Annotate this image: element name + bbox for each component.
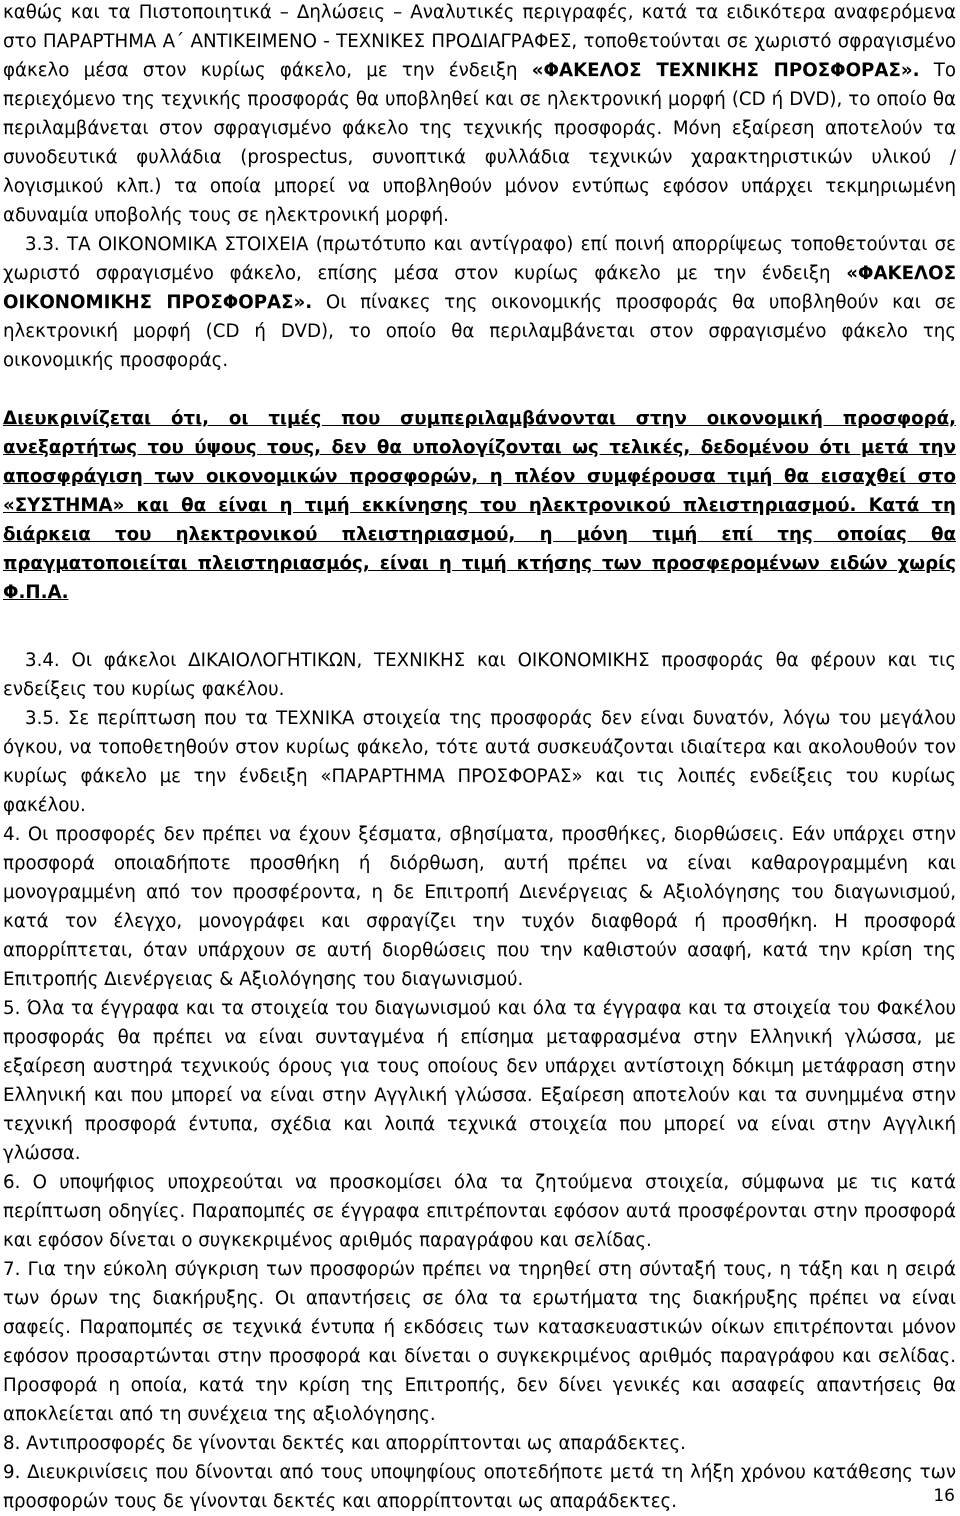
technical-envelope-label: «ΦΑΚΕΛΟΣ ΤΕΧΝΙΚΗΣ ΠΡΟΣΦΟΡΑΣ». [531,60,920,81]
financial-envelope-label: «ΦΑΚΕΛΟΣ ΟΙΚΟΝΟΜΙΚΗΣ ΠΡΟΣΦΟΡΑΣ». [3,263,956,313]
paragraph-text: Το περιεχόμενο της τεχνικής προσφοράς θα υποβληθεί και σε ηλεκτρονική μορφή (CD ή DVD), το οποίο θα περιλαμβάνεται στον σφραγισμένο φάκελο της τεχνικής προσφοράς. Μόνη εξαίρεση αποτελούν τα συνοδευτικά φυλλάδια (prospectus, συνοπτικά φυλλάδια τεχνικών χαρακτηριστικών υλικού / λογισμικού κλπ.) τα οποία μπορεί να υποβληθούν μόνον εντύπως εφόσον υπάρχει τεκμηριωμένη αδυναμία υποβολής τους σε ηλεκτρονική μορφή. [3,60,956,226]
paragraph-5: 5. Όλα τα έγγραφα και τα στοιχεία του διαγωνισμού και όλα τα έγγραφα και τα στοιχεία του Φακέλου προσφοράς θα πρέπει να είναι συνταγμένα ή επίσημα μεταφρασμένα στην Ελληνική γλώσσα, με εξαίρεση αυστηρά τεχνικούς όρους για τους οποίους δεν υπάρχει αντίστοιχη δόκιμη μετάφραση στην Ελληνική και που μπορεί να είναι στην Αγγλική γλώσσα. Εξαίρεση αποτελούν και τα συνημμένα στην τεχνική προσφορά έντυπα, σχέδια και λοιπά τεχνικά στοιχεία που μπορεί να είναι στην Αγγλική γλώσσα. [3,998,956,1164]
important-clarification: Διευκρινίζεται ότι, οι τιμές που συμπεριλαμβάνονται στην οικονομική προσφορά, ανεξαρτήτως του ύψους τους, δεν θα υπολογίζονται ως τελικές, δεδομένου ότι μετά την αποσφράγιση των οικονομικών προσφορών, η πλέον συμφέρουσα τιμή θα εισαχθεί στο «ΣΥΣΤΗΜΑ» και θα είναι η τιμή εκκίνησης του ηλεκτρονικού πλειστηριασμού. Κατά τη διάρκεια του ηλεκτρονικού πλειστηριασμού, η μόνη τιμή επί της οποίας θα πραγματοποιείται πλειστηριασμός, είναι η τιμή κτήσης των προσφερομένων ειδών χωρίς Φ.Π.Α. [3,408,956,603]
paragraph-3-3 [3,230,956,375]
paragraph-4: 4. Οι προσφορές δεν πρέπει να έχουν ξέσματα, σβησίματα, προσθήκες, διορθώσεις. Εάν υπάρχει στην προσφορά οποιαδήποτε προσθήκη ή διόρθωση, αυτή πρέπει να είναι καθαρογραμμένη και μονογραμμένη από τον προσφέροντα, η δε Επιτροπή Διενέργειας & Αξιολόγησης του διαγωνισμού, κατά τον έλεγχο, μονογράφει και σφραγίζει την τυχόν διαφθορά ή προσθήκη. Η προσφορά απορρίπτεται, όταν υπάρχουν σε αυτή διορθώσεις που την καθιστούν ασαφή, κατά την κρίση της Επιτροπής Διενέργειας & Αξιολόγησης του διαγωνισμού. [3,824,956,990]
paragraph-technical-offer [3,0,956,230]
paragraph-text: 3.3. ΤΑ ΟΙΚΟΝΟΜΙΚΑ ΣΤΟΙΧΕΙΑ (πρωτότυπο και αντίγραφο) επί ποινή απορρίψεως τοποθετούνται σε χωριστό σφραγισμένο φάκελο, επίσης μέσα στον κυρίως φάκελο με την ένδειξη [3,234,956,284]
paragraph-text: Οι πίνακες της οικονομικής προσφοράς θα υποβληθούν και σε ηλεκτρονική μορφή (CD ή DVD), το οποίο θα περιλαμβάνεται στον σφραγισμένο φάκελο της οικονομικής προσφοράς. [3,292,956,371]
paragraph-9: 9. Διευκρινίσεις που δίνονται από τους υποψηφίους οποτεδήποτε μετά τη λήξη χρόνου κατάθεσης των προσφορών τους δε γίνονται δεκτές και απορρίπτονται ως απαράδεκτες. [3,1462,956,1512]
paragraph-8: 8. Αντιπροσφορές δε γίνονται δεκτές και απορρίπτονται ως απαράδεκτες. [3,1433,686,1454]
paragraph-text: καθώς και τα Πιστοποιητικά – Δηλώσεις – Αναλυτικές περιγραφές, κατά τα ειδικότερα αναφερόμενα στο ΠΑΡΑΡΤΗΜΑ Α΄ ΑΝΤΙΚΕΙΜΕΝΟ - ΤΕΧΝΙΚΕΣ ΠΡΟΔΙΑΓΡΑΦΕΣ, τοποθετούνται σε χωριστό σφραγισμένο φάκελο μέσα στον κυρίως φάκελο, με την ένδειξη [3,2,956,81]
paragraph-7: 7. Για την εύκολη σύγκριση των προσφορών πρέπει να τηρηθεί στη σύνταξή τους, η τάξη και η σειρά των όρων της διακήρυξης. Οι απαντήσεις σε όλα τα ερωτήματα της διακήρυξης πρέπει να είναι σαφείς. Παραπομπές σε τεχνικά έντυπα ή εκδόσεις των κατασκευαστικών οίκων επιτρέπονται μόνον εφόσον προσαρτώνται στην προσφορά και δίνεται ο συγκεκριμένος αριθμός παραγράφου και σελίδας. Προσφορά η οποία, κατά την κρίση της Επιτροπής, δεν δίνει γενικές και ασαφείς απαντήσεις θα αποκλείεται από τη συνέχεια της αξιολόγησης. [3,1259,956,1425]
paragraph-6: 6. Ο υποψήφιος υποχρεούται να προσκομίσει όλα τα ζητούμενα στοιχεία, σύμφωνα με τις κατά περίπτωση οδηγίες. Παραπομπές σε έγγραφα επιτρέπονται εφόσον αυτά προσφέρονται στην προσφορά και εφόσον δίνεται ο συγκεκριμένος αριθμός παραγράφου και σελίδας. [3,1172,956,1251]
paragraph-3-5: 3.5. Σε περίπτωση που τα ΤΕΧΝΙΚΑ στοιχεία της προσφοράς δεν είναι δυνατόν, λόγω του μεγάλου όγκου, να τοποθετηθούν στον κυρίως φάκελο, τότε αυτά συσκευάζονται ιδιαίτερα και ακολουθούν τον κυρίως φάκελο με την ένδειξη «ΠΑΡΑΡΤΗΜΑ ΠΡΟΣΦΟΡΑΣ» και τις λοιπές ενδείξεις του κυρίως φακέλου. [3,708,956,816]
page-number: 16 [933,1486,955,1506]
paragraph-3-4: 3.4. Οι φάκελοι ΔΙΚΑΙΟΛΟΓΗΤΙΚΩΝ, ΤΕΧΝΙΚΗΣ και ΟΙΚΟΝΟΜΙΚΗΣ προσφοράς θα φέρουν και τις ενδείξεις του κυρίως φακέλου. [3,650,956,700]
